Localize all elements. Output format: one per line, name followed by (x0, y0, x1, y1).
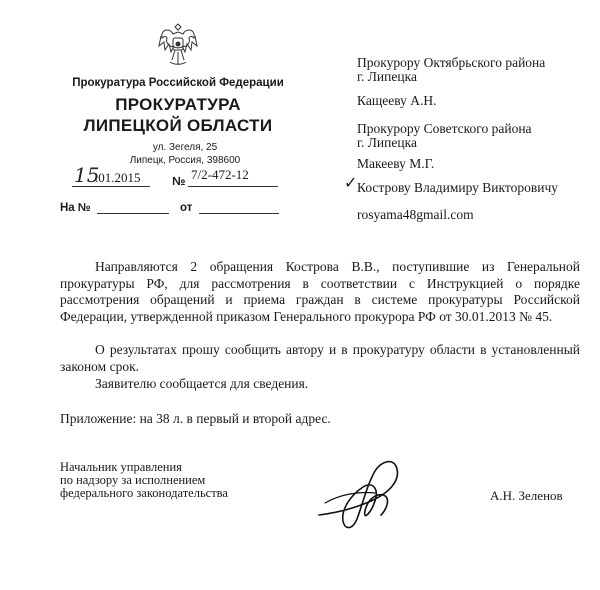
body-paragraph-2: О результатах прошу сообщить автору и в прокуратуру области в установленный законом срок. (60, 342, 580, 374)
signer-position-line-2: по надзору за исполнением (60, 473, 206, 487)
date-month-year: .01.2015 (95, 170, 141, 185)
number-sign: № (172, 174, 186, 188)
signer-position-line-3: федерального законодательства (60, 486, 228, 500)
body-paragraph-3: Заявителю сообщается для сведения. (95, 376, 309, 391)
check-mark-icon: ✓ (344, 175, 358, 192)
date-underline (72, 186, 150, 187)
recipient-1-city: г. Липецка (357, 69, 417, 84)
handwritten-signature (305, 445, 415, 535)
reference-date-label: от (180, 202, 193, 214)
recipient-2-city: г. Липецка (357, 135, 417, 150)
organization-name-title: ПРОКУРАТУРА (115, 95, 241, 114)
coat-of-arms-emblem (158, 20, 198, 70)
reference-number-label: На № (60, 202, 91, 214)
signer-position-line-1: Начальник управления (60, 460, 182, 474)
attachment-note: Приложение: на 38 л. в первый и второй адрес. (60, 411, 331, 426)
recipient-2-title: Прокурору Советского района (357, 121, 532, 136)
address-city: Липецк, Россия, 398600 (129, 155, 241, 166)
recipient-3-email: rosyama48gmail.com (357, 207, 474, 222)
reference-number-line (97, 213, 169, 214)
recipient-1-name: Кащееву А.Н. (357, 93, 437, 108)
body-paragraph-1: Направляются 2 обращения Кострова В.В., поступившие из Генеральной прокуратуры РФ, для рассмотрения в соответствии с Инструкцией о порядке рассмотрения обращений и приема граждан в системе прокуратуры Российской Федерации, утвержденной приказом Генерального прокурора РФ от 30.01.2013 № 45. (60, 259, 580, 324)
recipient-3-name: Кострову Владимиру Викторовичу (357, 180, 559, 195)
date-day-handwritten: 15 (74, 163, 100, 187)
organization-line: Прокуратура Российской Федерации (72, 77, 284, 89)
reference-date-line (199, 213, 279, 214)
organization-name-region: ЛИПЕЦКОЙ ОБЛАСТИ (83, 116, 273, 135)
address-street: ул. Зегеля, 25 (152, 142, 218, 153)
recipient-2-name: Макееву М.Г. (357, 156, 435, 171)
recipient-1-title: Прокурору Октябрьского района (357, 55, 546, 70)
number-underline (188, 186, 278, 187)
signer-name: А.Н. Зеленов (490, 488, 563, 503)
outgoing-number: 7/2-472-12 (191, 167, 249, 182)
